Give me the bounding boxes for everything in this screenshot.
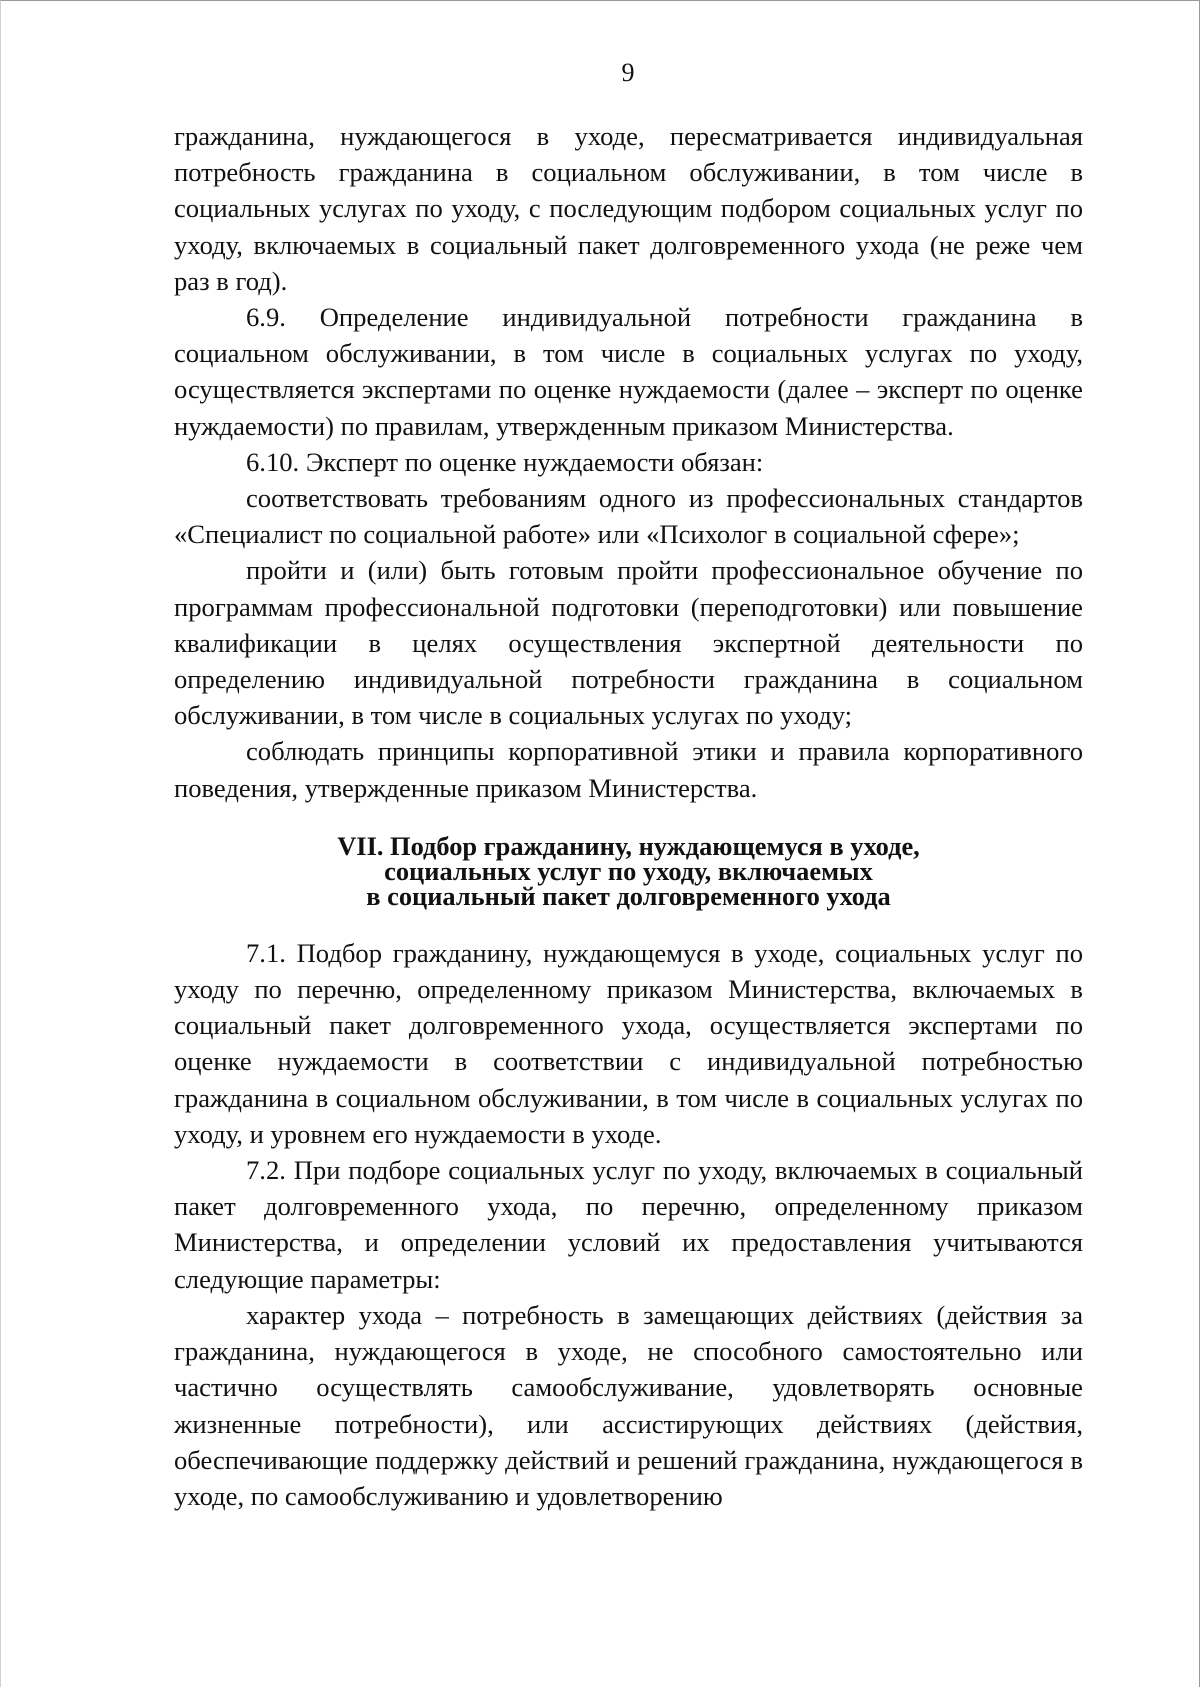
section-heading-line: VII. Подбор гражданину, нуждающемуся в уходе,: [337, 830, 920, 861]
paragraph-requirement-ethics: соблюдать принципы корпоративной этики и правила корпоративного поведения, утвержденные приказом Министерства.: [174, 736, 1083, 803]
paragraph-requirement-training: пройти и (или) быть готовым пройти профессиональное обучение по программам профессиональной подготовки (переподготовки) или повышение квалификации в целях осуществления экспертной деятельности по определению индивидуальной потребности гражданина в социальном обслуживании, в том числе в социальных услугах по уходу;: [174, 555, 1083, 731]
paragraph-care-character: характер ухода – потребность в замещающих действиях (действия за гражданина, нуждающегося в уходе, не способного самостоятельно или частично осуществлять самообслуживание, удовлетворять основные жизненные потребности), или ассистирующих действиях (действия, обеспечивающие поддержку действий и решений гражданина, нуждающегося в уходе, по самообслуживанию и удовлетворению: [174, 1299, 1083, 1511]
paragraph-continuation: гражданина, нуждающегося в уходе, пересматривается индивидуальная потребность гражданина в социальном обслуживании, в том числе в социальных услугах по уходу, с последующим подбором социальных услуг по уходу, включаемых в социальный пакет долговременного ухода (не реже чем раз в год).: [174, 121, 1083, 296]
section-heading-vii: [174, 830, 1083, 911]
section-heading-line: в социальный пакет долговременного ухода: [366, 880, 891, 911]
paragraph-6-10: 6.10. Эксперт по оценке нуждаемости обязан:: [246, 446, 764, 477]
paragraph-requirement-standards: соответствовать требованиям одного из профессиональных стандартов «Специалист по социальной работе» или «Психолог в социальной сфере»;: [174, 483, 1083, 550]
section-heading-line: социальных услуг по уходу, включаемых: [384, 855, 873, 886]
paragraph-7-1: 7.1. Подбор гражданину, нуждающемуся в уходе, социальных услуг по уходу по перечню, определенному приказом Министерства, включаемых в социальный пакет долговременного ухода, осуществляется экспертами по оценке нуждаемости в соответствии с индивидуальной потребностью гражданина в социальном обслуживании, в том числе в социальных услугах по уходу, и уровнем его нуждаемости в уходе.: [174, 937, 1083, 1149]
document-body: [174, 118, 1083, 1514]
paragraph-6-9: 6.9. Определение индивидуальной потребности гражданина в социальном обслуживании, в том числе в социальных услугах по уходу, осуществляется экспертами по оценке нуждаемости (далее – эксперт по оценке нуждаемости) по правилам, утвержденным приказом Министерства.: [174, 302, 1083, 441]
paragraph-7-2: 7.2. При подборе социальных услуг по уходу, включаемых в социальный пакет долговременного ухода, по перечню, определенному приказом Министерства, и определении условий их предоставления учитываются следующие параметры:: [174, 1155, 1083, 1294]
page-number: 9: [621, 58, 635, 87]
